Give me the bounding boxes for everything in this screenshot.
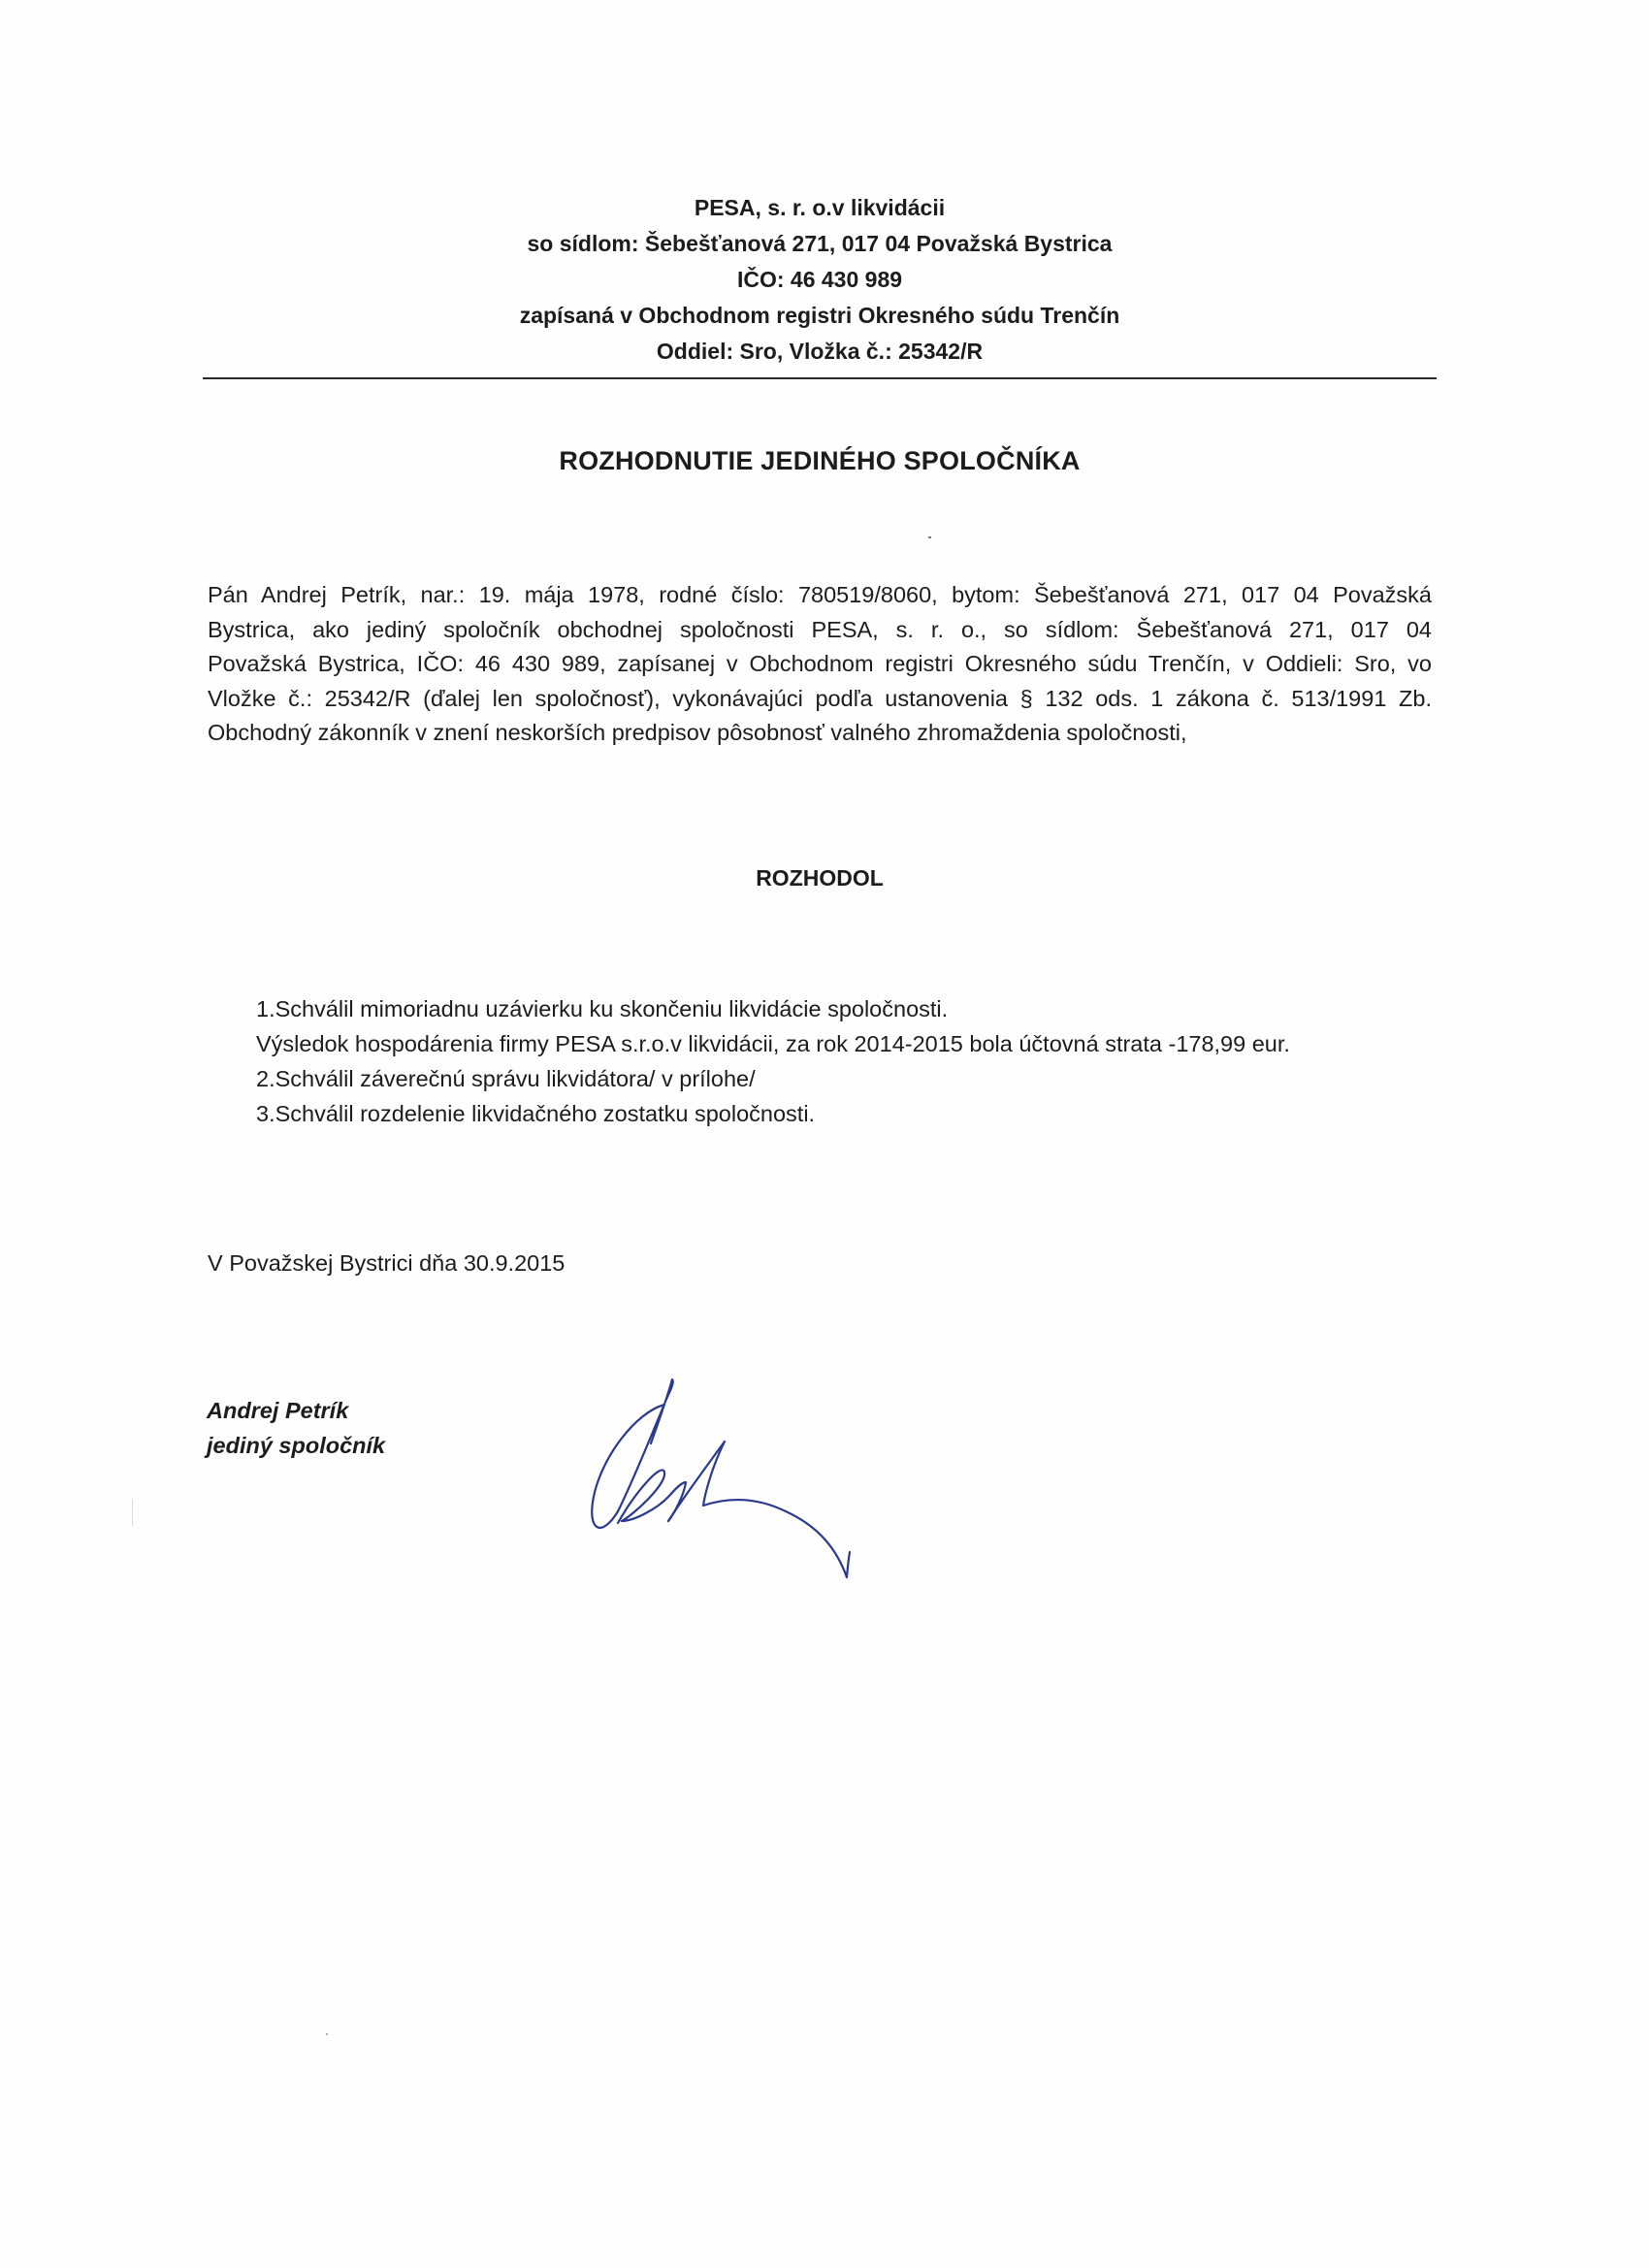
scan-margin-mark <box>132 1499 136 1526</box>
company-registry: zapísaná v Obchodnom registri Okresného súdu Trenčín <box>519 303 1120 328</box>
place-and-date: V Považskej Bystrici dňa 30.9.2015 <box>208 1250 566 1276</box>
decision-point-3: 3.Schválil rozdelenie likvidačného zostatku spoločnosti. <box>256 1101 816 1126</box>
company-address: so sídlom: Šebešťanová 271, 017 04 Považská Bystrica <box>527 231 1113 256</box>
signatory-block <box>207 1393 385 1463</box>
document-title: ROZHODNUTIE JEDINÉHO SPOLOČNÍKA <box>559 446 1081 475</box>
company-registry-section: Oddiel: Sro, Vložka č.: 25342/R <box>656 339 984 364</box>
intro-paragraph <box>208 578 1432 751</box>
intro-line: Bystrica, ako jediný spoločník obchodnej spoločnosti PESA, s. r. o., so sídlom: Šebešťanová 271, 017 04 <box>208 616 1432 642</box>
signatory-role: jediný spoločník <box>207 1433 386 1458</box>
company-header <box>204 190 1436 370</box>
intro-line: Považská Bystrica, IČO: 46 430 989, zapísanej v Obchodnom registri Okresného súdu Trenčín, v Oddieli: Sro, vo <box>208 651 1432 676</box>
decision-point-1: 1.Schválil mimoriadnu uzávierku ku skončeniu likvidácie spoločnosti. <box>256 996 949 1021</box>
decision-point-2: 2.Schválil záverečnú správu likvidátora/ v prílohe/ <box>256 1066 756 1091</box>
handwritten-signature <box>567 1376 897 1579</box>
decision-heading: ROZHODOL <box>756 865 884 891</box>
company-ico: IČO: 46 430 989 <box>736 267 903 292</box>
intro-line: Vložke č.: 25342/R (ďalej len spoločnosť), vykonávajúci podľa ustanovenia § 132 ods. 1 zákona č. 513/1991 Zb. <box>208 685 1432 711</box>
company-name: PESA, s. r. o.v likvidácii <box>694 195 946 220</box>
scan-speck <box>326 2033 328 2035</box>
decision-points <box>256 991 1290 1131</box>
intro-line: Pán Andrej Petrík, nar.: 19. mája 1978, rodné číslo: 780519/8060, bytom: Šebešťanová 271, 017 04 Považská <box>208 582 1432 607</box>
header-divider <box>203 377 1437 379</box>
signatory-name: Andrej Petrík <box>207 1398 349 1423</box>
scan-speck <box>928 536 931 538</box>
decision-point-1-note: Výsledok hospodárenia firmy PESA s.r.o.v likvidácii, za rok 2014-2015 bola účtovná strata -178,99 eur. <box>256 1031 1290 1056</box>
intro-line: Obchodný zákonník v znení neskorších predpisov pôsobnosť valného zhromaždenia spoločnosti, <box>208 720 1187 745</box>
